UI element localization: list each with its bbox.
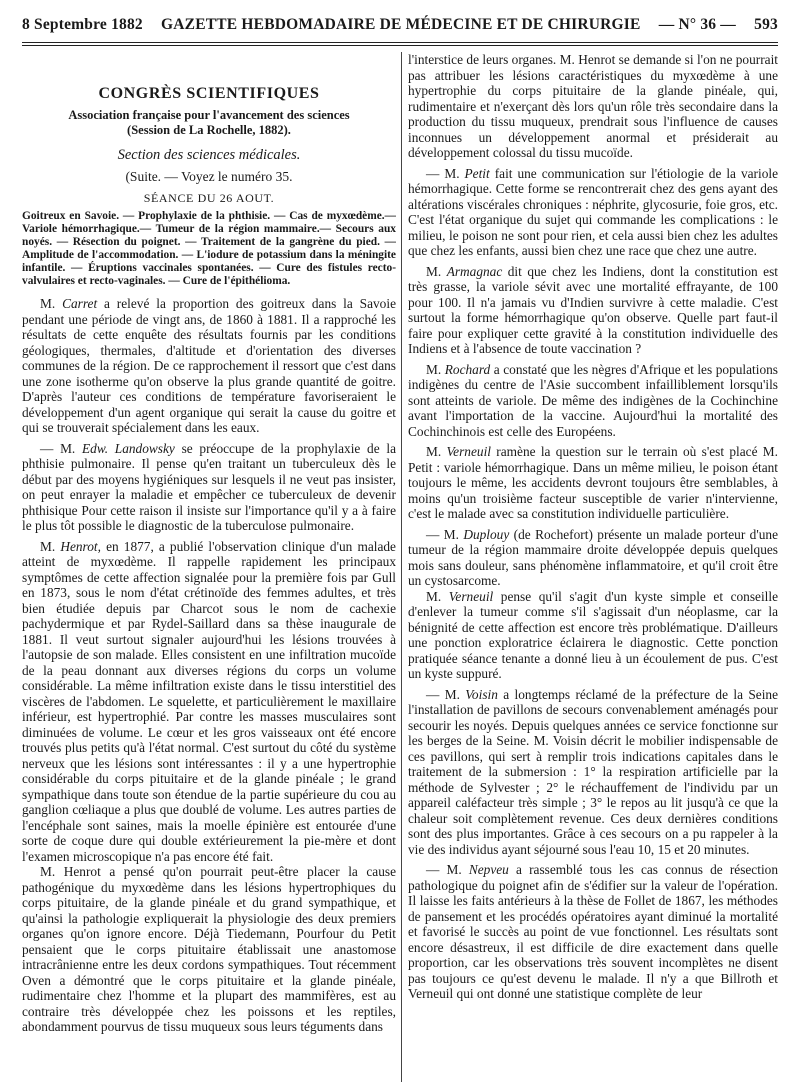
paragraph-voisin (408, 687, 778, 858)
paragraph-rochard (408, 362, 778, 440)
paragraph-continued (408, 52, 778, 161)
paragraph-carret (22, 296, 396, 436)
speaker-name: M. Henrot, (40, 538, 101, 554)
session-summary: Goitreux en Savoie. — Prophylaxie de la phthisie. — Cas de myxœdème.—Variole hémorrhagique.— Tumeur de la région mammaire.— Secours aux noyés. — Résection du poignet. — Traitement de la gangrène du pied. — Amplitude de l'accommodation. — L'iodure de potassium dans la méningite infantile. — Éruptions vaccinales spontanées. — Cure des fistules recto-valvulaires et recto-vaginales. — Cure de l'épithélioma. (22, 210, 396, 287)
dash-prefix: — M. (426, 686, 466, 702)
speaker-name: Voisin (465, 686, 498, 702)
speaker-name: M. Rochard (426, 361, 491, 377)
session-date: SÉANCE DU 26 AOUT. (143, 190, 275, 205)
section-heading: CONGRÈS SCIENTIFIQUES (98, 85, 320, 102)
association-line-1: Association française pour l'avancement des sciences (68, 107, 350, 122)
dash-prefix: — M. (40, 440, 82, 456)
speaker-name: M. Armagnac (426, 263, 503, 279)
paragraph-text: M. Henrot a pensé qu'on pourrait peut-être placer la cause pathogénique du myxœdème dans les lésions hypertrophiques du corps pituitaire, de la glande pinéale et du grand sympathique, et qu'ainsi la pathologie expliquerait la physiologie des deux premiers organes qu'on ignore encore. Déjà Tiedemann, Pourfour du Petit pensaient que le corps pituitaire établissait une anastomose intracrânienne entre les deux cordons sympathiques. Tout récemment Oven a démontré que le corps pituitaire et la glande pinéale, rudimentaire chez l'homme et la plupart des mammifères, est au contraire très développée chez les poissons et les reptiles, abondamment pourvus de tissu muqueux sous leurs téguments dans (22, 864, 396, 1034)
paragraph-text: a constaté que les nègres d'Afrique et les populations indigènes du centre de l'Asie succombent infailliblement lorsqu'ils sont atteints de variole. De même des indigènes de la Cochinchine avant l'importation de la vaccine. Aujourd'hui la mortalité des Cochinchinois est celle des Européens. (408, 361, 778, 439)
speaker-name: M. Verneuil (426, 588, 494, 604)
header-rule-top (22, 42, 778, 43)
paragraph-henrot-2 (22, 864, 396, 1035)
paragraph-text: a relevé la proportion des goitreux dans la Savoie pendant une période de vingt ans, de 1860 à 1881. Il a rapproché les résultats de cette enquête des résultats fournis par les conditions géologiques, thermales, d'altitude et d'orientation des diverses communes de la région. De ce rapprochement il ressort que c'est dans une zone isotherme qu'on observe la plus grande quantité de goitre. D'après l'auteur ces conditions de température favoriseraient le développement d'un agent organique qui serait la cause du goitre et qui se trouverait spécialement dans les eaux. (22, 296, 396, 435)
header-date: 8 Septembre 1882 (22, 16, 143, 33)
paragraph-text: a rassemblé tous les cas connus de résection pathologique du poignet afin de s'édifier sur la valeur de l'opération. Il laisse les faits antérieurs à la thèse de Follet de 1867, les méthodes de pansement et les procédés opératoires ayant diminué la mortalité et favorisé le succès au point de vue fonctionnel. Les résultats sont encore désastreux, il est difficile de dire exactement dans quelle proportion, car les observations très souvent incomplètes ne disent pas toujours ce qu'est devenu le malade. Il n'y a que Billroth et Verneuil qui ont donné une statistique complète de leur (408, 862, 778, 1001)
paragraph-verneuil (408, 444, 778, 522)
paragraph-verneuil-2 (408, 589, 778, 682)
subsection-heading: Section des sciences médicales. (117, 146, 301, 163)
paragraph-text: l'interstice de leurs organes. M. Henrot se demande si l'on ne pourrait pas attribuer les lésions caractéristiques du myxœdème à une hypertrophie du corps pituitaire de la glande pinéale, qui, rudimentaire et n'exerçant dès lors qu'un rôle très secondaire dans la production du tissu muqueux, prendrait sous l'influence de causes inconnues un développement anormal et présiderait au développement colossal du tissu mucoïde. (408, 52, 778, 160)
dash-prefix: — M. (426, 526, 464, 542)
running-header (22, 10, 778, 40)
paragraph-nepveu (408, 862, 778, 1002)
paragraph-text: (de Rochefort) présente un malade porteur d'une tumeur de la région mammaire droite développée depuis quelques mois sans douleur, sans phénomène inflammatoire, et qu'il croit être un cystosarcome. (408, 526, 778, 588)
paragraph-henrot (22, 539, 396, 865)
speaker-name: M. Verneuil (426, 444, 491, 459)
paragraph-text: pense qu'il s'agit d'un kyste simple et conseille d'enlever la tumeur comme s'il s'agissait d'un néoplasme, car la bénignité de cette affection est encore très problématique. D'ailleurs une ponction exploratrice éclairera le diagnostic. Cette ponction pratiquée séance tenante a donné lieu à un écoulement de pus. C'est un kyste suppuré. (408, 588, 778, 681)
speaker-name: Nepveu (468, 862, 509, 877)
continuation-note: (Suite. — Voyez le numéro 35. (125, 169, 293, 184)
paragraph-text: en 1877, a publié l'observation clinique d'un malade atteint de myxœdème. Il rappelle rapidement les principaux symptômes de cette affection signalée pour la première fois par Gull en 1873, sous le nom d'état crétinoïde des femmes adultes, et très bien étudiée depuis par Charcot sous le nom de cachexie pachydermique et par Rydel-Saillard dans sa thèse inaugurale de 1881. Il veut surtout signaler aujourd'hui les lésions trouvées à l'autopsie de son malade. Elles consistent en une infiltration mucoïde de la peau donnant aux diverses régions du corps un volume considérable. La même infiltration existe dans le tissu interstitiel des viscères de l'abdomen. Le squelette, et particulièrement le maxillaire inférieur, est hypertrophié. Par contre les masses musculaires sont diminuées de volume. Le cœur et les gros vaisseaux ont été encore trouvés plus petits qu'à l'état normal. C'est surtout du côté du système nerveux que les lésions sont intéressantes : il y a une hypertrophie considérable du corps pituitaire et de la glande pinéale ; le grand sympathique dans toute son étendue de la partie supérieure du cou au ganglion cœliaque a plus que doublé de volume. Les autres parties de l'encéphale sont saines, mais la moelle épinière est entourée d'une sorte de coque dure qui double extérieurement la pie-mère et dont l'examen microscopique n'a pas encore été fait. (22, 538, 396, 864)
paragraph-landowsky (22, 441, 396, 534)
association-line-2: (Session de La Rochelle, 1882). (127, 122, 291, 137)
speaker-name: Duplouy (463, 526, 510, 542)
speaker-name: M. Carret (40, 296, 98, 311)
issue-number: — N° 36 — (658, 16, 737, 33)
dash-prefix: — M. (426, 862, 469, 877)
paragraph-text: ramène la question sur le terrain où s'est placé M. Petit : variole hémorrhagique. Dans un même milieu, le poison étant toujours le même, les accidents devront toujours être semblables, à moins qu'un troisième facteur susceptible de varier n'intervienne, c'est le malade avec sa constitution individuelle particulière. (408, 444, 778, 521)
column-divider (401, 52, 402, 1082)
paragraph-duplouy (408, 527, 778, 589)
paragraph-text: a longtemps réclamé de la préfecture de la Seine l'installation de pavillons de secours convenablement aménagés pour secourir les noyés. Depuis quelques années ce service fonctionne sur les berges de la Seine. M. Voisin décrit le mobilier indispensable de ces pavillons, qui sert à remplir trois indications capitales dans le traitement de la submersion : 1° la respiration artificielle par la méthode de Sylvester ; 2° le réchauffement de l'individu par un appareil caléfacteur très simple ; 3° le repos au lit jusqu'à ce que la chaleur soit complètement revenue. Ces deux dernières conditions sont des plus importantes. Grâce à ces secours on a pu rappeler à la vie des individus ayant séjourné sous l'eau 10, 15 et 20 minutes. (408, 686, 778, 857)
dash-prefix: — M. (426, 165, 465, 181)
paragraph-text: se préoccupe de la prophylaxie de la phthisie pulmonaire. Il pense qu'en traitant un tuberculeux dès le début par des moyens hygiéniques sur lesquels il ne veut pas insister, on peut enrayer la maladie et empêcher ce tuberculeux de devenir phthisique Pour cette raison il insiste sur l'importance qu'il y a à faire le plus tôt possible le diagnostic de la tuberculose pulmonaire. (22, 440, 396, 533)
header-rule-bottom (22, 45, 778, 46)
paragraph-armagnac (408, 264, 778, 357)
right-column (408, 52, 778, 1082)
paragraph-text: dit que chez les Indiens, dont la constitution est très grasse, la variole sévit avec une mortalité effrayante, de 100 pour 100. Il n'a jamais vu d'Indien survivre à cette maladie. C'est surtout la forme hémorrhagique qu'on observe. Quelle part faut-il faire pour expliquer cette gravité à la constitution individuelle des Indiens et à l'absence de toute vaccination ? (408, 263, 778, 356)
paragraph-text: fait une communication sur l'étiologie de la variole hémorrhagique. Cette forme se rencontrerait chez des gens ayant des altérations viscérales chroniques : néphrite, glycosurie, foie gros, etc. C'est l'état organique du sujet qui commande les complications : le milieu, le poison ne sont pour rien, et cela aussi bien chez les adultes que chez les enfants, aussi bien chez une race que chez une autre. (408, 165, 778, 258)
paragraph-petit (408, 166, 778, 259)
speaker-name: Edw. Landowsky (82, 440, 175, 456)
page-number: 593 (754, 16, 778, 33)
journal-title: GAZETTE HEBDOMADAIRE DE MÉDECINE ET DE CHIRURGIE (161, 16, 641, 33)
speaker-name: Petit (464, 165, 490, 181)
left-column (22, 52, 396, 1082)
